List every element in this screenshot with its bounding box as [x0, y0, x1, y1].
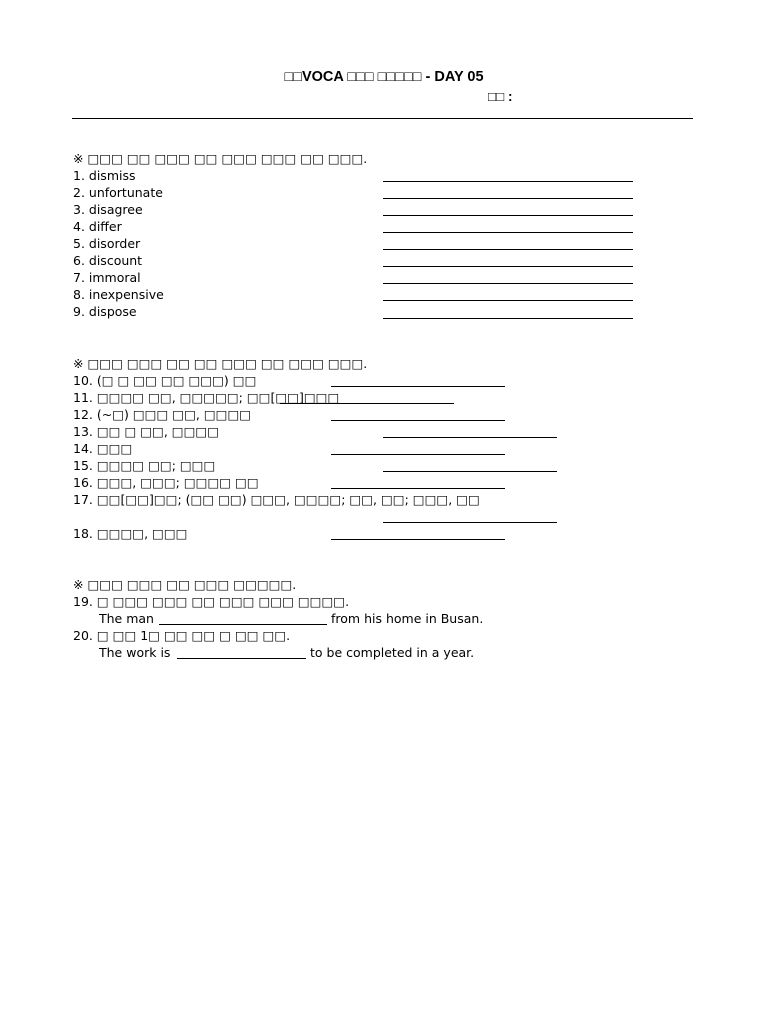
answer-blank[interactable] [331, 420, 505, 421]
question-19-suffix: from his home in Busan. [331, 611, 484, 626]
question-item: 1. dismiss [73, 168, 136, 183]
header-divider [72, 118, 693, 119]
answer-blank[interactable] [383, 249, 633, 250]
question-20-suffix: to be completed in a year. [310, 645, 475, 660]
answer-blank[interactable] [159, 624, 327, 625]
answer-blank[interactable] [331, 454, 505, 455]
question-item: 14. □□□ [73, 441, 133, 456]
question-item: 2. unfortunate [73, 185, 163, 200]
answer-blank[interactable] [383, 232, 633, 233]
question-item: 16. □□□, □□□; □□□□ □□ [73, 475, 259, 490]
answer-blank[interactable] [383, 471, 557, 472]
question-19-korean: 19. □ □□□ □□□ □□ □□□ □□□ □□□□. [73, 594, 350, 609]
answer-blank[interactable] [383, 181, 633, 182]
question-item: 18. □□□□, □□□ [73, 526, 188, 541]
answer-blank[interactable] [177, 658, 306, 659]
answer-blank[interactable] [331, 539, 505, 540]
answer-blank[interactable] [331, 488, 505, 489]
answer-blank[interactable] [383, 318, 633, 319]
section1-instruction: ※ □□□ □□ □□□ □□ □□□ □□□ □□ □□□. [73, 151, 368, 166]
answer-blank[interactable] [383, 283, 633, 284]
question-20-prefix: The work is [99, 645, 171, 660]
question-item: 9. dispose [73, 304, 137, 319]
question-item: 13. □□ □ □□, □□□□ [73, 424, 220, 439]
page-title: □□VOCA □□□ □□□□□ - DAY 05 [284, 69, 484, 85]
answer-blank[interactable] [383, 215, 633, 216]
question-item: 12. (~□) □□□ □□, □□□□ [73, 407, 252, 422]
question-item: 4. differ [73, 219, 122, 234]
question-19-prefix: The man [99, 611, 154, 626]
question-item: 8. inexpensive [73, 287, 164, 302]
question-item: 5. disorder [73, 236, 141, 251]
answer-blank[interactable] [331, 386, 505, 387]
question-item: 7. immoral [73, 270, 141, 285]
section3-instruction: ※ □□□ □□□ □□ □□□ □□□□□. [73, 577, 297, 592]
answer-blank[interactable] [383, 266, 633, 267]
question-item: 3. disagree [73, 202, 143, 217]
question-item: 10. (□ □ □□ □□ □□□) □□ [73, 373, 257, 388]
name-label: □□ : [488, 89, 513, 104]
question-item: 11. □□□□ □□, □□□□□; □□[□□]□□□ [73, 390, 340, 405]
answer-blank[interactable] [383, 522, 557, 523]
question-item: 6. discount [73, 253, 143, 268]
answer-blank[interactable] [383, 300, 633, 301]
question-item: 15. □□□□ □□; □□□ [73, 458, 216, 473]
answer-blank[interactable] [280, 403, 454, 404]
answer-blank[interactable] [383, 437, 557, 438]
question-20-korean: 20. □ □□ 1□ □□ □□ □ □□ □□. [73, 628, 291, 643]
question-item: 17. □□[□□]□□; (□□ □□) □□□, □□□□; □□, □□; □□□, □□ [73, 492, 480, 507]
section2-instruction: ※ □□□ □□□ □□ □□ □□□ □□ □□□ □□□. [73, 356, 368, 371]
answer-blank[interactable] [383, 198, 633, 199]
